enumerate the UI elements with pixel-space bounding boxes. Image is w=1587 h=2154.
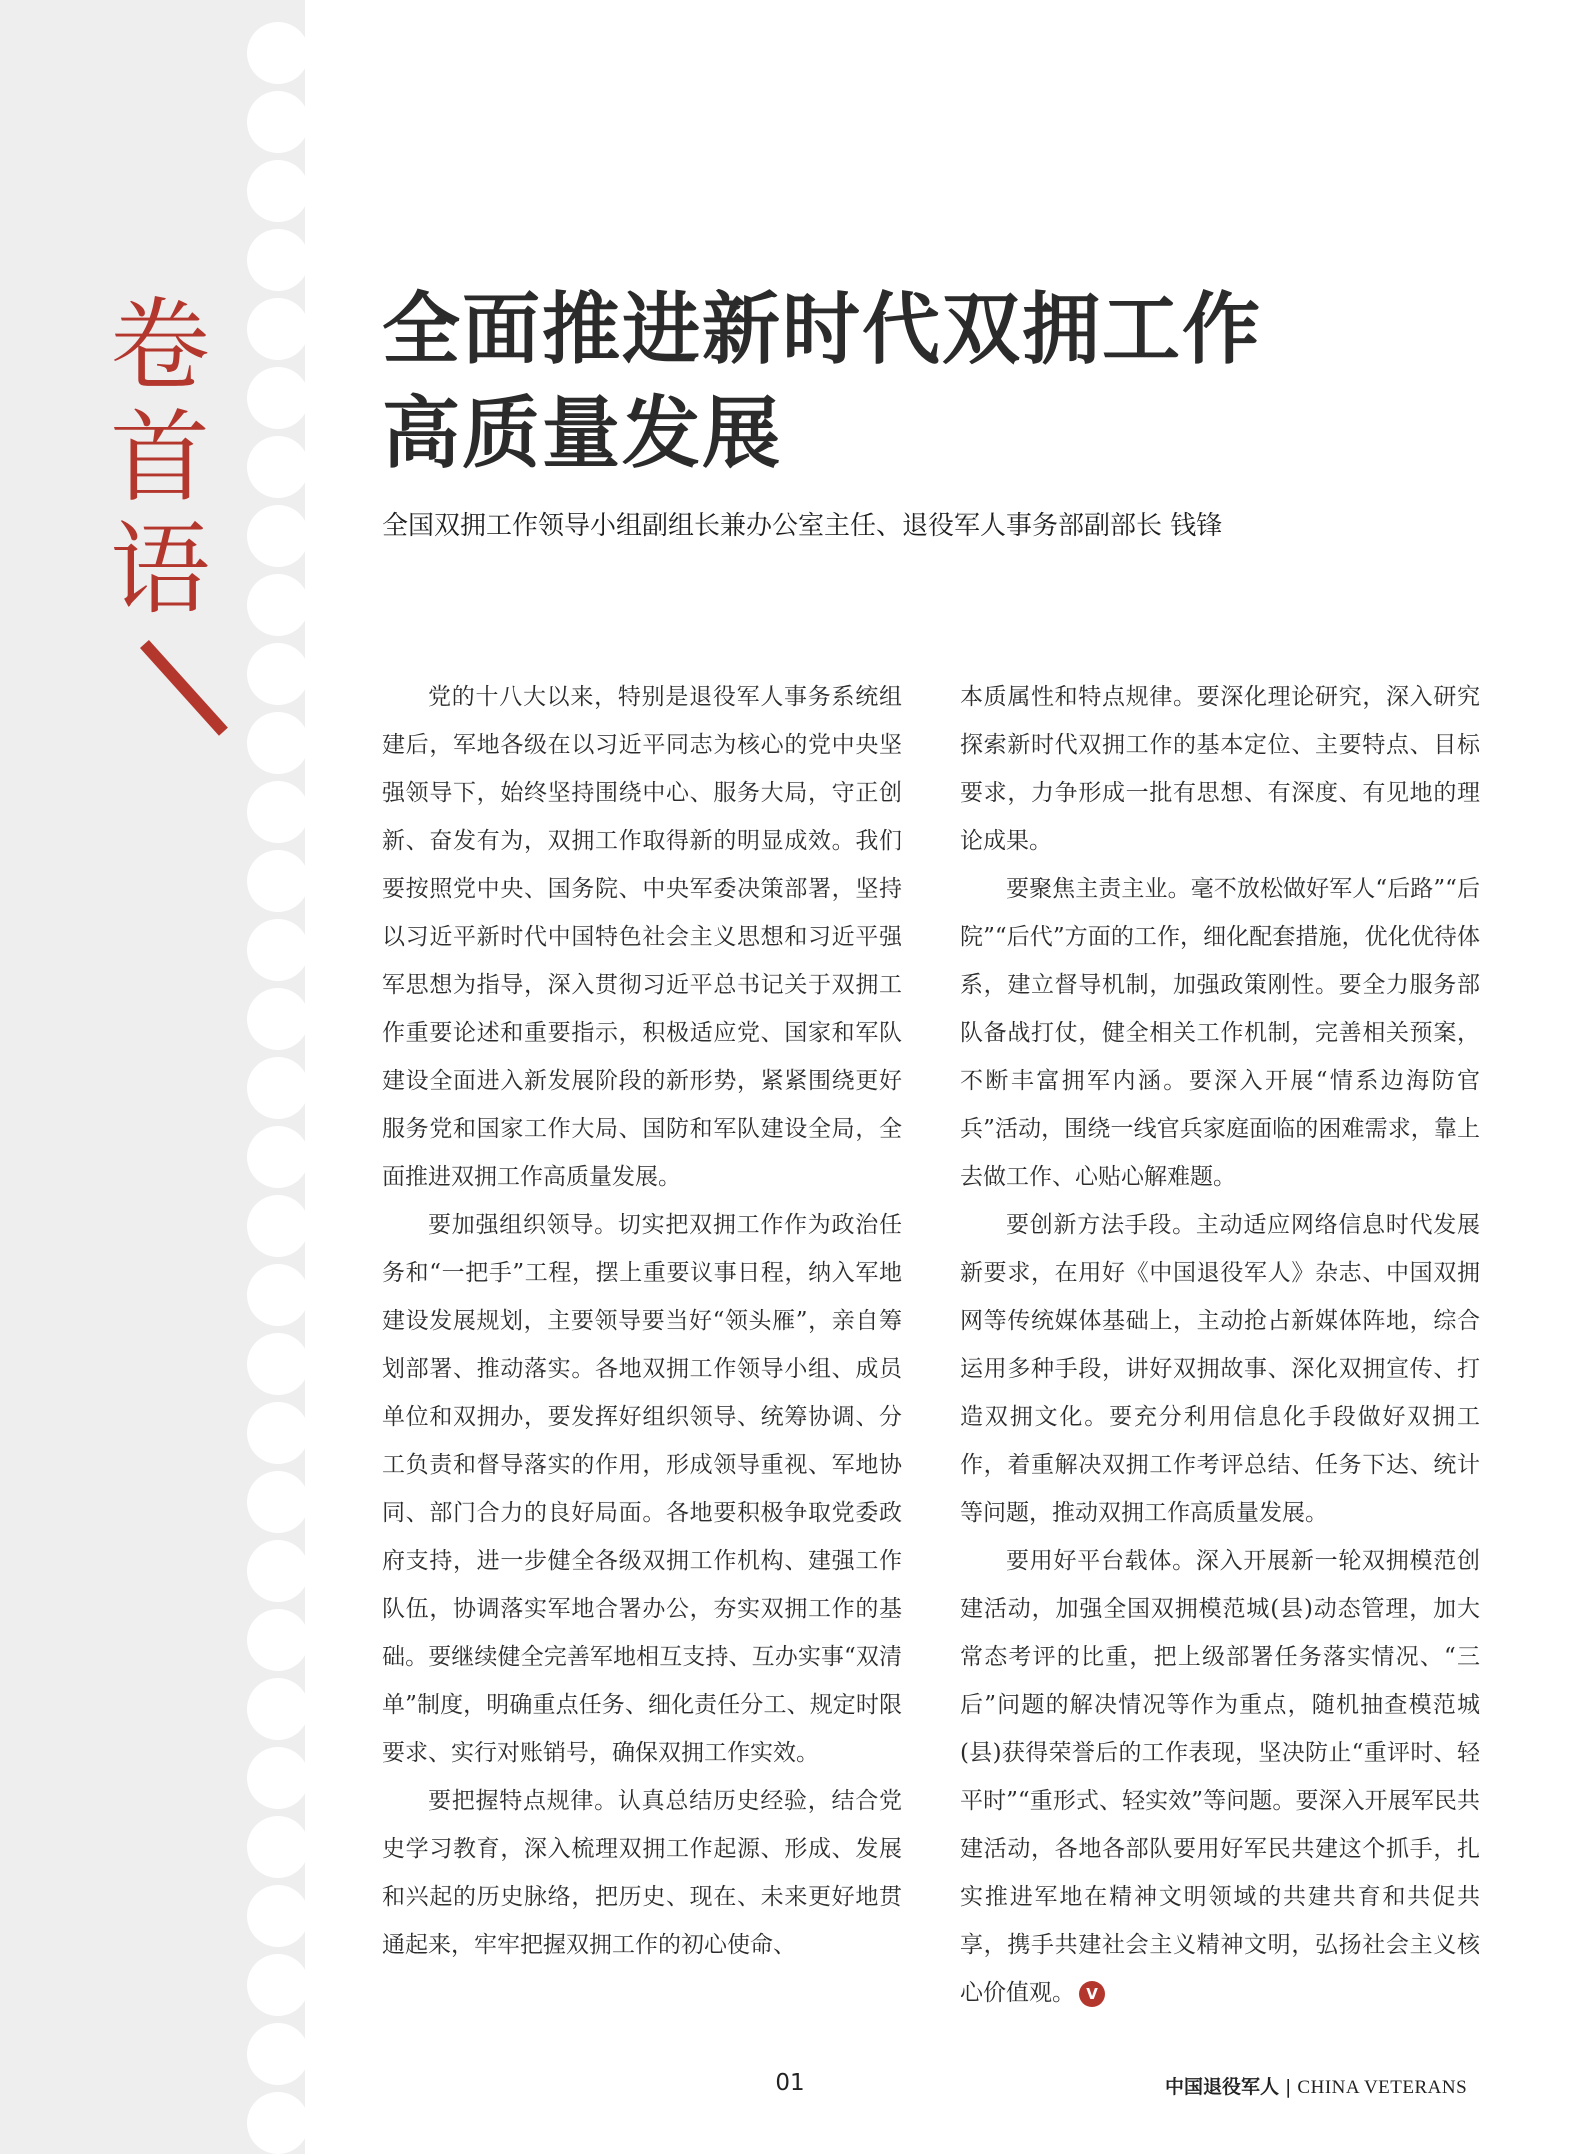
binding-hole (247, 1816, 309, 1878)
paragraph: 要把握特点规律。认真总结历史经验，结合党史学习教育，深入梳理双拥工作起源、形成、发展和兴起的历史脉络，把历史、现在、未来更好地贯通起来，牢牢把握双拥工作的初心使命、 (382, 1788, 902, 1958)
brand-english: CHINA VETERANS (1297, 2077, 1468, 2098)
binding-hole (247, 367, 309, 429)
page-number: 01 (775, 2070, 805, 2096)
binding-hole (247, 1954, 309, 2016)
section-title (100, 287, 220, 628)
binding-hole (247, 91, 309, 153)
paragraph: 党的十八大以来，特别是退役军人事务系统组建后，军地各级在以习近平同志为核心的党中央坚强领导下，始终坚持围绕中心、服务大局，守正创新、奋发有为，双拥工作取得新的明显成效。我们要按照党中央、国务院、中央军委决策部署，坚持以习近平新时代中国特色社会主义思想和习近平强军思想为指导，深入贯彻习近平总书记关于双拥工作重要论述和重要指示，积极适应党、国家和军队建设全面进入新发展阶段的新形势，紧紧围绕更好服务党和国家工作大局、国防和军队建设全局，全面推进双拥工作高质量发展。 (382, 684, 902, 1190)
brand-chinese: 中国退役军人 (1165, 2076, 1280, 2098)
binding-hole (247, 2023, 309, 2085)
binding-hole (247, 1264, 309, 1326)
headline-line-2: 高质量发展 (382, 388, 783, 479)
binding-hole (247, 160, 309, 222)
right-column (960, 673, 1480, 2017)
binding-hole (247, 229, 309, 291)
binding-hole (247, 1609, 309, 1671)
binding-hole (247, 643, 309, 705)
paragraph: 要加强组织领导。切实把双拥工作作为政治任务和“一把手”工程，摆上重要议事日程，纳入军地建设发展规划，主要领导要当好“领头雁”，亲自筹划部署、推动落实。各地双拥工作领导小组、成员单位和双拥办，要发挥好组织领导、统筹协调、分工负责和督导落实的作用，形成领导重视、军地协同、部门合力的良好局面。各地要积极争取党委政府支持，进一步健全各级双拥工作机构、建强工作队伍，协调落实军地合署办公，夯实双拥工作的基础。要继续健全完善军地相互支持、互办实事“双清单”制度，明确重点任务、细化责任分工、规定时限要求、实行对账销号，确保双拥工作实效。 (382, 1212, 902, 1766)
section-title-char: 语 (110, 511, 210, 628)
brand-separator: | (1285, 2076, 1292, 2098)
binding-hole (247, 1540, 309, 1602)
section-title-char: 首 (110, 399, 210, 516)
binding-hole (247, 712, 309, 774)
binding-hole (247, 505, 309, 567)
binding-hole (247, 574, 309, 636)
binding-hole (247, 988, 309, 1050)
binding-hole (247, 781, 309, 843)
binding-hole (247, 1471, 309, 1533)
binding-hole (247, 1333, 309, 1395)
binding-hole (247, 1126, 309, 1188)
binding-hole (247, 22, 309, 84)
paragraph: 要聚焦主责主业。毫不放松做好军人“后路”“后院”“后代”方面的工作，细化配套措施，优化优待体系，建立督导机制，加强政策刚性。要全力服务部队备战打仗，健全相关工作机制，完善相关预案，不断丰富拥军内涵。要深入开展“情系边海防官兵”活动，围绕一线官兵家庭面临的困难需求，靠上去做工作、心贴心解难题。 (960, 876, 1480, 1190)
binding-hole (247, 1747, 309, 1809)
author-byline: 全国双拥工作领导小组副组长兼办公室主任、退役军人事务部副部长 钱锋 (382, 511, 1223, 541)
binding-hole (247, 1195, 309, 1257)
section-title-char: 卷 (110, 287, 210, 404)
left-column (382, 673, 902, 1969)
end-mark-icon: V (1079, 1981, 1105, 2007)
paragraph-continuation: 本质属性和特点规律。要深化理论研究，深入研究探索新时代双拥工作的基本定位、主要特点、目标要求，力争形成一批有思想、有深度、有见地的理论成果。 (960, 684, 1480, 854)
binding-hole (247, 298, 309, 360)
footer-brand (1165, 2072, 1475, 2099)
binding-hole (247, 850, 309, 912)
binding-hole (247, 1057, 309, 1119)
article-headline (382, 278, 1382, 486)
binding-holes (247, 0, 363, 2154)
binding-hole (247, 1678, 309, 1740)
paragraph-last (960, 1537, 1480, 2017)
headline-line-1: 全面推进新时代双拥工作 (382, 284, 1263, 375)
paragraph: 要创新方法手段。主动适应网络信息时代发展新要求，在用好《中国退役军人》杂志、中国双拥网等传统媒体基础上，主动抢占新媒体阵地，综合运用多种手段，讲好双拥故事、深化双拥宣传、打造双拥文化。要充分利用信息化手段做好双拥工作，着重解决双拥工作考评总结、任务下达、统计等问题，推动双拥工作高质量发展。 (960, 1212, 1480, 1526)
binding-hole (247, 919, 309, 981)
binding-hole (247, 436, 309, 498)
binding-hole (247, 2092, 309, 2154)
paragraph-text: 要用好平台载体。深入开展新一轮双拥模范创建活动，加强全国双拥模范城(县)动态管理，加大常态考评的比重，把上级部署任务落实情况、“三后”问题的解决情况等作为重点，随机抽查模范城(县)获得荣誉后的工作表现，坚决防止“重评时、轻平时”“重形式、轻实效”等问题。要深入开展军民共建活动，各地各部队要用好军民共建这个抓手，扎实推进军地在精神文明领域的共建共育和共促共享，携手共建社会主义精神文明，弘扬社会主义核心价值观。 (960, 1548, 1480, 2006)
binding-hole (247, 1402, 309, 1464)
binding-hole (247, 1885, 309, 1947)
